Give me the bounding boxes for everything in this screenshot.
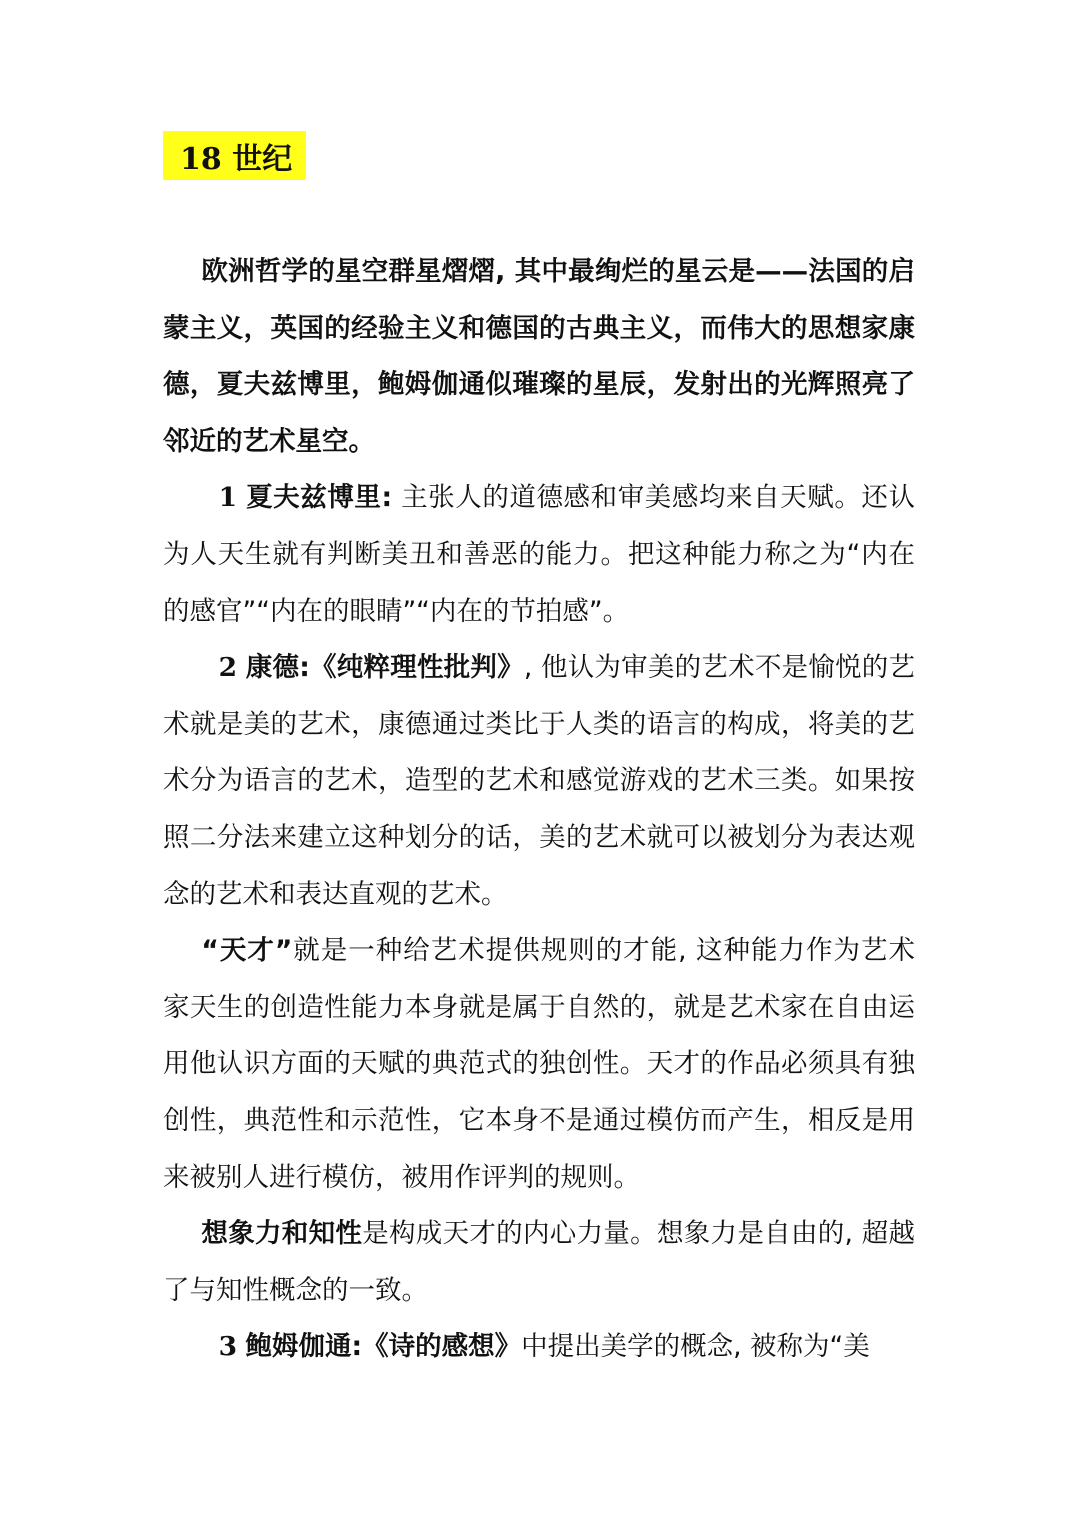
paragraph-text: 中提出美学的概念, 被称为“美 [521,1331,870,1363]
section-heading: 18 世纪 [163,131,306,180]
paragraph-text: 主张人的道德感和审美感均来自天赋。还认为人天生就有判断美丑和善恶的能力。把这种能力称之为“内在的感官”“内在的眼睛”“内在的节拍感”。 [163,482,915,627]
key-term: 想象力和知性 [201,1218,363,1250]
item-number: 1 [218,482,238,514]
philosopher-name: 康德: [245,652,310,684]
genius-paragraph [163,923,915,1206]
item-number: 2 [218,652,238,684]
intro-paragraph: 欧洲哲学的星空群星熠熠, 其中最绚烂的星云是——法国的启蒙主义，英国的经验主义和德国的古典主义，而伟大的思想家康德，夏夫兹博里，鲍姆伽通似璀璨的星辰，发射出的光辉照亮了邻近的艺术星空。 [163,256,915,457]
kant-paragraph [163,640,915,923]
key-term: “天才” [201,935,293,967]
paragraph-text: 是构成天才的内心力量。想象力是自由的, 超越了与知性概念的一致。 [163,1218,915,1306]
item-number: 3 [218,1331,238,1363]
paragraph-text: 就是一种给艺术提供规则的才能, 这种能力作为艺术家天生的创造性能力本身就是属于自然的，就是艺术家在自由运用他认识方面的天赋的典范式的独创性。天才的作品必须具有独创性，典范性和示范性，它本身不是通过模仿而产生，相反是用来被别人进行模仿，被用作评判的规则。 [163,935,915,1193]
book-title: 《诗的感想》 [362,1331,522,1363]
imagination-paragraph [163,1206,915,1319]
baumgarten-paragraph [163,1319,915,1376]
book-title: 《纯粹理性批判》 [309,652,524,684]
philosopher-name: 鲍姆伽通: [245,1331,363,1363]
shaftesbury-paragraph [163,470,915,640]
body-text [163,244,915,1376]
paragraph-text: , 他认为审美的艺术不是愉悦的艺术就是美的艺术，康德通过类比于人类的语言的构成，将美的艺术分为语言的艺术，造型的艺术和感觉游戏的艺术三类。如果按照二分法来建立这种划分的话，美的艺术就可以被划分为表达观念的艺术和表达直观的艺术。 [163,652,915,910]
philosopher-name: 夏夫兹博里: [246,482,393,514]
